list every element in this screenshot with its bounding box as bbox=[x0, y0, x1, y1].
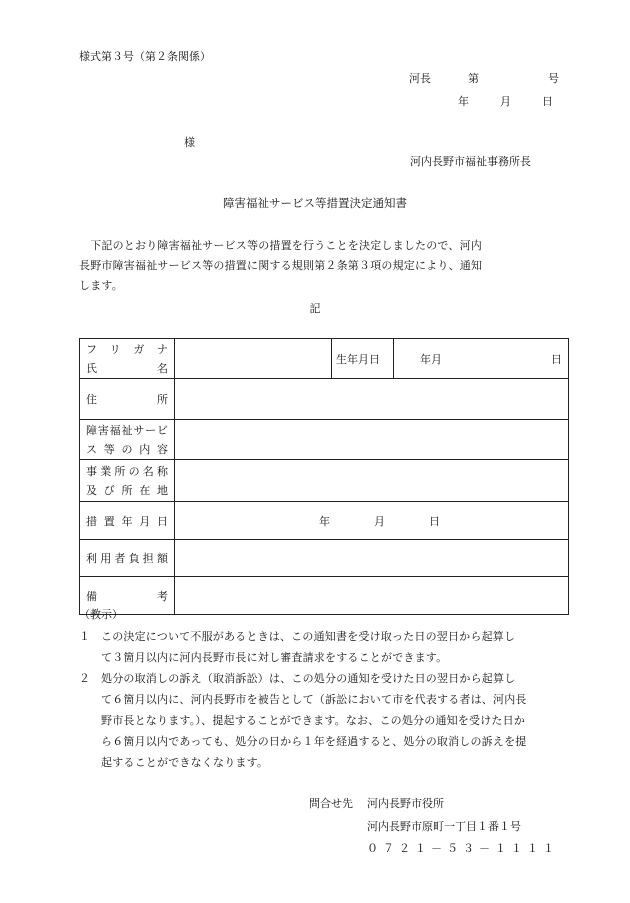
measure-date-value-cell[interactable] bbox=[175, 502, 569, 540]
service-content-label: 障 害 福 祉 サ ー ビ ス 等 の 内 容 bbox=[80, 420, 175, 460]
table-row bbox=[80, 379, 569, 420]
birthdate-label: 生年月日 bbox=[332, 339, 394, 379]
notice-heading: （教示） bbox=[79, 608, 123, 621]
document-number-line bbox=[409, 70, 559, 86]
notice-text: 処分の取消しの訴え（取消訴訟）は、この処分の通知を受けた日の翌日から起算し て６箇月以内に、河内長野市を被告として（訴訟において市を代表する者は、河内長 野市長となります。）、提起することができます。なお、この処分の通知を受けた日か ら６箇月以内であっても、処分の日から１年を経過すると、処分の取消しの訴えを提 起することができなくなります。 bbox=[101, 672, 527, 769]
number-go: 号 bbox=[548, 72, 559, 85]
birth-month-unit: 月 bbox=[431, 352, 442, 366]
birth-year-unit: 年 bbox=[420, 352, 431, 366]
birthdate-value-cell[interactable] bbox=[394, 339, 569, 379]
notice-list bbox=[79, 626, 571, 773]
table-row bbox=[80, 460, 569, 502]
office-label: 事 業 所 の 名 称 及 び 所 在 地 bbox=[80, 460, 175, 502]
sender-office: 河内長野市福祉事務所長 bbox=[410, 155, 531, 168]
service-content-value-cell[interactable] bbox=[175, 420, 569, 460]
user-burden-label: 利 用 者 負 担 額 bbox=[80, 540, 175, 577]
measure-day-unit: 日 bbox=[429, 514, 440, 528]
measure-year-unit: 年 bbox=[319, 514, 330, 528]
details-table bbox=[79, 338, 569, 615]
office-value-cell[interactable] bbox=[175, 460, 569, 502]
address-label: 住 所 bbox=[80, 379, 175, 420]
number-dai: 第 bbox=[468, 72, 479, 85]
body-line: 下記のとおり障害福祉サービス等の措置を行うことを決定しましたので、河内 bbox=[79, 239, 482, 252]
number-prefix: 河長 bbox=[409, 72, 431, 85]
name-label-cell bbox=[80, 339, 175, 379]
table-row bbox=[80, 420, 569, 460]
notice-number: ２ bbox=[79, 672, 90, 685]
furigana-label: フ リ ガ ナ bbox=[86, 342, 168, 356]
table-row bbox=[80, 540, 569, 577]
body-text bbox=[79, 236, 574, 296]
addressee-suffix: 様 bbox=[184, 136, 195, 149]
body-line: します。 bbox=[79, 279, 123, 292]
issue-year: 年 bbox=[458, 95, 469, 108]
table-row bbox=[80, 339, 569, 379]
table-row bbox=[80, 502, 569, 540]
notice-text: この決定について不服があるときは、この通知書を受け取った日の翌日から起算し て３箇月以内に河内長野市長に対し審査請求をすることができます。 bbox=[101, 630, 516, 664]
body-line: 長野市障害福祉サービス等の措置に関する規則第２条第３項の規定により、通知 bbox=[79, 259, 483, 272]
list-item bbox=[79, 626, 571, 668]
form-number: 様式第３号（第２条関係） bbox=[79, 50, 211, 63]
contact-phone: ０７２１－５３－１１１１ bbox=[367, 842, 559, 855]
list-item bbox=[79, 668, 571, 773]
contact-name: 河内長野市役所 bbox=[367, 797, 444, 810]
measure-month-unit: 月 bbox=[374, 514, 385, 528]
notice-number: １ bbox=[79, 630, 90, 643]
name-label: 氏 名 bbox=[86, 361, 168, 375]
contact-address: 河内長野市原町一丁目１番１号 bbox=[367, 820, 521, 833]
remarks-label: 備 考 bbox=[80, 577, 175, 615]
issue-date-line bbox=[458, 93, 553, 109]
remarks-value-cell[interactable] bbox=[175, 577, 569, 615]
measure-date-label: 措 置 年 月 日 bbox=[80, 502, 175, 540]
user-burden-value-cell[interactable] bbox=[175, 540, 569, 577]
issue-month: 月 bbox=[500, 95, 511, 108]
ki-heading: 記 bbox=[309, 302, 321, 315]
contact-label: 問合せ先 bbox=[309, 797, 353, 810]
address-value-cell[interactable] bbox=[175, 379, 569, 420]
issue-day: 日 bbox=[542, 95, 553, 108]
name-value-cell[interactable] bbox=[175, 339, 332, 379]
birth-day-unit: 日 bbox=[551, 352, 562, 366]
table-row bbox=[80, 577, 569, 615]
document-title: 障害福祉サービス等措置決定通知書 bbox=[223, 196, 407, 210]
